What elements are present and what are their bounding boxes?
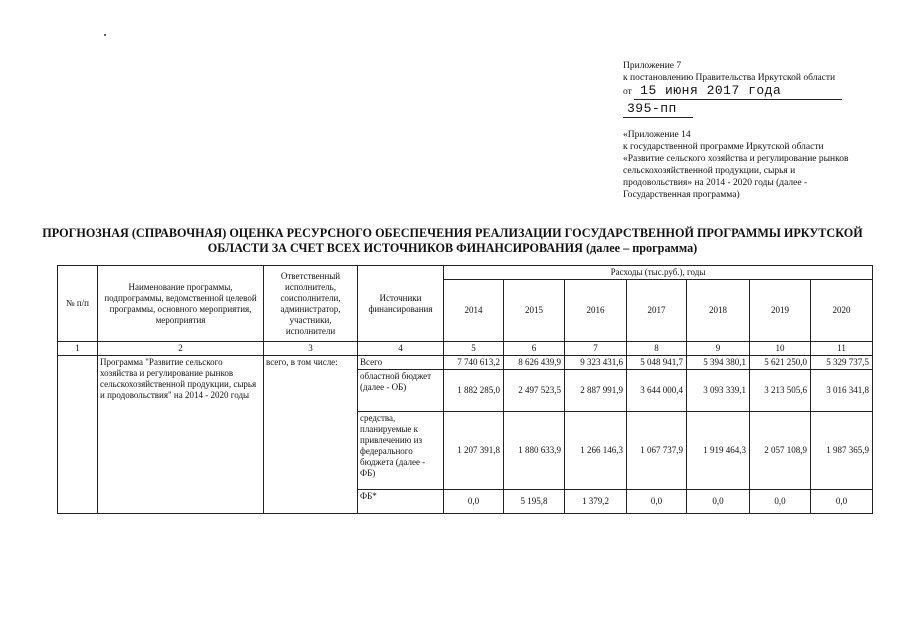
value-cell: 0,0 [811, 490, 873, 514]
value-cell: 0,0 [687, 490, 750, 514]
title-line1: ПРОГНОЗНАЯ (СПРАВОЧНАЯ) ОЦЕНКА РЕСУРСНОГО ОБЕСПЕЧЕНИЯ РЕАЛИЗАЦИИ ГОСУДАРСТВЕННОЙ ПРОГРАММЫ ИРКУТСКОЙ [42, 226, 863, 240]
column-number: 3 [264, 342, 358, 356]
appendix-date-row [623, 84, 883, 100]
value-cell: 1 067 737,9 [627, 412, 687, 490]
source-cell: областной бюджет (далее - ОБ) [358, 370, 444, 412]
prev-appendix-line1: «Приложение 14 [623, 130, 691, 140]
column-number: 6 [504, 342, 565, 356]
page-title [40, 226, 865, 256]
column-number: 8 [627, 342, 687, 356]
value-cell: 1 987 365,9 [811, 412, 873, 490]
value-cell: 2 497 523,5 [504, 370, 565, 412]
column-number: 7 [565, 342, 627, 356]
value-cell: 5 048 941,7 [627, 356, 687, 370]
header-year: 2015 [504, 280, 565, 342]
appendix-line2: к постановлению Правительства Иркутской области [623, 73, 836, 83]
row-number-cell [58, 356, 98, 514]
date-prefix: от [623, 87, 632, 97]
prev-appendix-line2: к государственной программе Иркутской области [623, 142, 824, 152]
header-row-1 [58, 266, 873, 280]
value-cell: 0,0 [750, 490, 811, 514]
value-cell: 3 644 000,4 [627, 370, 687, 412]
number-underline [623, 102, 693, 118]
number-handwritten: 395-пп [627, 101, 677, 116]
value-cell: 5 329 737,5 [811, 356, 873, 370]
header-year: 2014 [444, 280, 504, 342]
header-year: 2020 [811, 280, 873, 342]
header-year: 2019 [750, 280, 811, 342]
value-cell: 2 887 991,9 [565, 370, 627, 412]
source-cell: Всего [358, 356, 444, 370]
value-cell: 1 266 146,3 [565, 412, 627, 490]
date-underline [634, 84, 842, 100]
header-expenses: Расходы (тыс.руб.), годы [444, 266, 873, 280]
value-cell: 2 057 108,9 [750, 412, 811, 490]
value-cell: 8 626 439,9 [504, 356, 565, 370]
header-name: Наименование программы, подпрограммы, ведомственной целевой программы, основного мероприятия, мероприятия [98, 266, 264, 342]
source-cell: средства, планируемые к привлечению из федерального бюджета (далее - ФБ) [358, 412, 444, 490]
value-cell: 9 323 431,6 [565, 356, 627, 370]
value-cell: 0,0 [444, 490, 504, 514]
value-cell: 7 740 613,2 [444, 356, 504, 370]
prev-appendix-line5: продовольствия» на 2014 - 2020 годы (далее - [623, 178, 808, 188]
date-handwritten: 15 июня 2017 года [640, 83, 782, 98]
resource-table [57, 265, 873, 514]
responsible-cell: всего, в том числе: [264, 356, 358, 514]
column-number: 2 [98, 342, 264, 356]
appendix-block [623, 60, 883, 118]
value-cell: 1 882 285,0 [444, 370, 504, 412]
column-number: 4 [358, 342, 444, 356]
value-cell: 3 213 505,6 [750, 370, 811, 412]
column-number-row [58, 342, 873, 356]
value-cell: 5 394 380,1 [687, 356, 750, 370]
value-cell: 0,0 [627, 490, 687, 514]
header-num: № п/п [58, 266, 98, 342]
value-cell: 1 207 391,8 [444, 412, 504, 490]
value-cell: 1 880 633,9 [504, 412, 565, 490]
value-cell: 5 621 250,0 [750, 356, 811, 370]
value-cell: 1 919 464,3 [687, 412, 750, 490]
prev-appendix-line4: сельскохозяйственной продукции, сырья и [623, 166, 796, 176]
previous-appendix-block [623, 129, 873, 201]
column-number: 11 [811, 342, 873, 356]
header-source: Источники финансирования [358, 266, 444, 342]
header-year: 2017 [627, 280, 687, 342]
source-cell: ФБ* [358, 490, 444, 514]
scan-dot [104, 34, 106, 36]
column-number: 9 [687, 342, 750, 356]
value-cell: 1 379,2 [565, 490, 627, 514]
title-line2: ОБЛАСТИ ЗА СЧЕТ ВСЕХ ИСТОЧНИКОВ ФИНАНСИРОВАНИЯ (далее – программа) [207, 241, 698, 255]
column-number: 5 [444, 342, 504, 356]
appendix-line1: Приложение 7 [623, 61, 682, 71]
column-number: 10 [750, 342, 811, 356]
value-cell: 3 016 341,8 [811, 370, 873, 412]
program-name-cell: Программа "Развитие сельского хозяйства и регулирование рынков сельскохозяйственной продукции, сырья и продовольствия" на 2014 - 2020 годы [98, 356, 264, 514]
value-cell: 3 093 339,1 [687, 370, 750, 412]
prev-appendix-line6: Государственная программа) [623, 190, 740, 200]
header-responsible: Ответственный исполнитель, соисполнители, администратор, участники, исполнители [264, 266, 358, 342]
appendix-number-row [623, 102, 883, 118]
prev-appendix-line3: «Развитие сельского хозяйства и регулирование рынков [623, 154, 849, 164]
table-row [58, 356, 873, 370]
column-number: 1 [58, 342, 98, 356]
value-cell: 5 195,8 [504, 490, 565, 514]
header-year: 2016 [565, 280, 627, 342]
header-year: 2018 [687, 280, 750, 342]
